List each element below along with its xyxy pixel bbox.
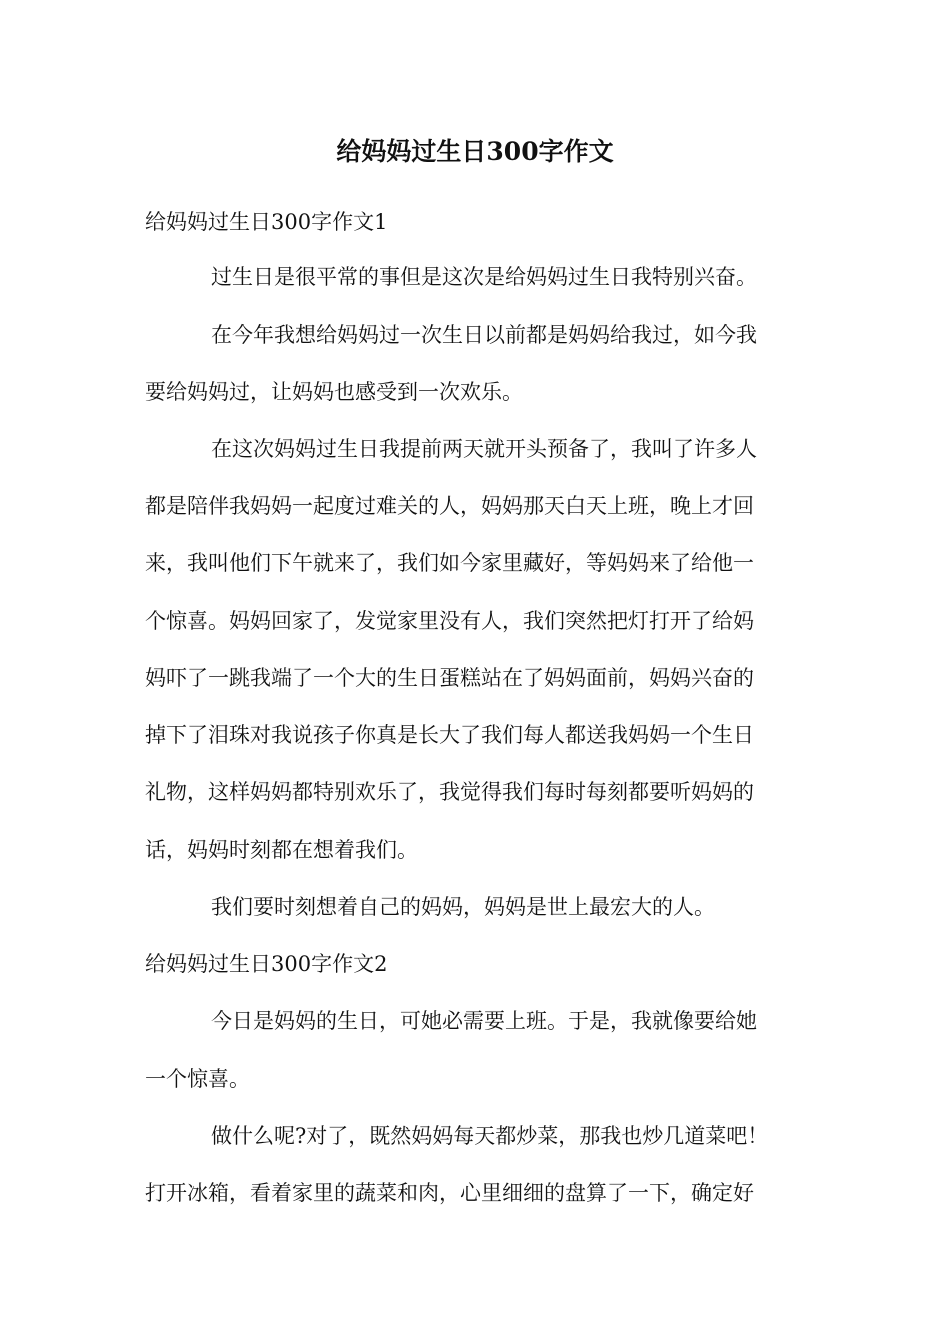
paragraph-line: 做什么呢?对了，既然妈妈每天都炒菜，那我也炒几道菜吧！ — [211, 1124, 769, 1148]
paragraph-line: 在今年我想给妈妈过一次生日以前都是妈妈给我过，如今我 — [211, 323, 757, 347]
paragraph-line: 一个惊喜。 — [145, 1067, 250, 1091]
document-title: 给妈妈过生日300字作文 — [336, 137, 614, 166]
section-heading-1: 给妈妈过生日300字作文1 — [145, 210, 388, 234]
paragraph-line: 过生日是很平常的事但是这次是给妈妈过生日我特别兴奋。 — [211, 265, 757, 289]
paragraph-line: 礼物，这样妈妈都特别欢乐了，我觉得我们每时每刻都要听妈妈的 — [145, 780, 754, 804]
paragraph-line: 掉下了泪珠对我说孩子你真是长大了我们每人都送我妈妈一个生日 — [145, 723, 754, 747]
paragraph-line: 今日是妈妈的生日，可她必需要上班。于是，我就像要给她 — [211, 1009, 757, 1033]
section-heading-2: 给妈妈过生日300字作文2 — [145, 952, 388, 976]
paragraph-line: 我们要时刻想着自己的妈妈，妈妈是世上最宏大的人。 — [211, 895, 715, 919]
paragraph-line: 要给妈妈过，让妈妈也感受到一次欢乐。 — [145, 380, 523, 404]
paragraph-line: 个惊喜。妈妈回家了，发觉家里没有人，我们突然把灯打开了给妈 — [145, 609, 754, 633]
paragraph-line: 在这次妈妈过生日我提前两天就开头预备了，我叫了许多人 — [211, 437, 757, 461]
paragraph-line: 打开冰箱，看着家里的蔬菜和肉，心里细细的盘算了一下，确定好 — [145, 1181, 754, 1205]
paragraph-line: 来，我叫他们下午就来了，我们如今家里藏好，等妈妈来了给他一 — [145, 551, 754, 575]
paragraph-line: 话，妈妈时刻都在想着我们。 — [145, 838, 418, 862]
paragraph-line: 妈吓了一跳我端了一个大的生日蛋糕站在了妈妈面前，妈妈兴奋的 — [145, 666, 754, 690]
paragraph-line: 都是陪伴我妈妈一起度过难关的人，妈妈那天白天上班，晚上才回 — [145, 494, 754, 518]
